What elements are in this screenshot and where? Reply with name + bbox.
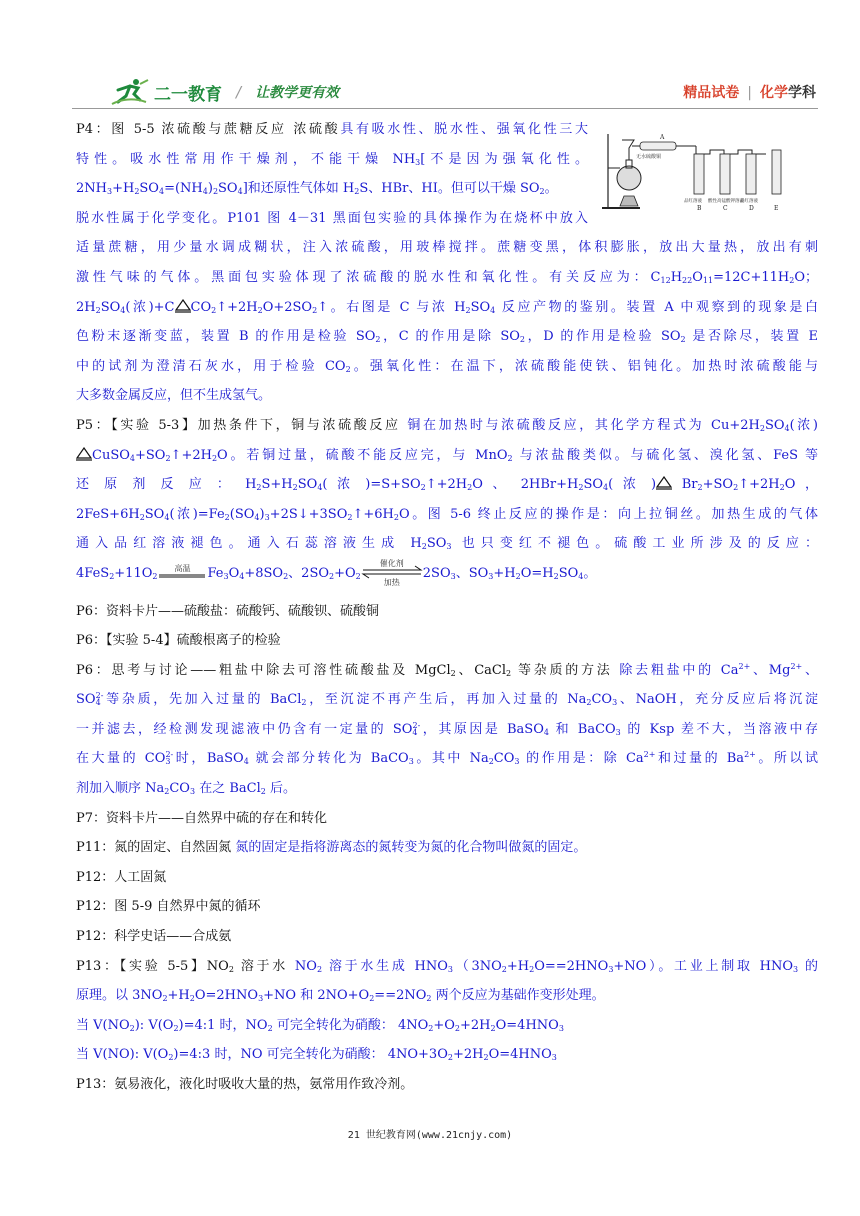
p12-artificial: P12：人工固氮 <box>76 869 167 885</box>
p5-line-2: $CuSO_4+SO_2↑+2H_2O$。若铜过量，硫酸不能反应完，与 MnO$_2$ 与浓盐酸类似。与硫化氢、溴化氢、FeS 等 <box>76 441 818 471</box>
p5-line-1: P5：【实验 5-3】加热条件下，铜与浓硫酸反应 铜在加热时与浓硫酸反应，其化学方程式为 $Cu+2H_2SO_4$(浓) <box>76 417 818 433</box>
subject-name: 化学 <box>760 85 788 101</box>
running-man-logo-icon <box>110 78 150 106</box>
p12-history: P12：科学史话——合成氨 <box>76 929 232 945</box>
p4-line-9: 中的试剂为澄清石灰水，用于检验 $CO_2$。强氧化性：在温下，浓硫酸能使铁、铝钝化。加热时浓硫酸能与 <box>76 358 818 374</box>
logo <box>110 78 339 106</box>
p12-figure: P12：图 5-9 自然界中氮的循环 <box>76 899 261 915</box>
header-rule <box>72 108 818 109</box>
document-body <box>76 115 818 1100</box>
p11-line: P11：氮的固定、自然固氮 氮的固定是指将游离态的氮转变为氮的化合物叫做氮的固定。 <box>76 840 587 856</box>
heat-triangle-icon <box>656 472 672 486</box>
p4-line-7: $2H_2SO_4$(浓)+C $CO_2↑+2H_2O+2SO_2↑$。右图是 C 与浓 $H_2SO_4$ 反应产物的鉴别。装置 A 中观察到的现象是白 <box>76 293 818 323</box>
p5-line-5: 通入品红溶液褪色。通入石蕊溶液生成 $H_2SO_3$ 也只变红不褪色。硫酸工业所涉及的反应： <box>76 536 818 552</box>
heat-triangle-icon <box>76 443 92 457</box>
p4-line-10: 大多数金属反应，但不生成氢气。 <box>76 388 272 404</box>
p4-line-1: P4：图 5-5 浓硫酸与蔗糖反应 浓硫酸具有吸水性、脱水性、强氧化性三大 <box>76 122 588 137</box>
p4-line-8: 色粉末逐渐变蓝，装置 B 的作用是检验 $SO_2$，C 的作用是除 $SO_2$，D 的作用是检验 $SO_2$ 是否除尽，装置 E <box>76 329 818 345</box>
p7-card: P7：资料卡片——自然界中硫的存在和转化 <box>76 810 328 826</box>
p13-line-3: 当 $V(NO_2)$: $V(O_2)=4:1$ 时，$NO_2$ 可完全转化为硝酸： $4NO_2+O_2+2H_2O=4HNO_3$ <box>76 1017 564 1033</box>
figure-label-b: B <box>697 205 702 212</box>
catalyst-condition: 催化剂 加热 <box>361 561 423 581</box>
subject-suffix: 学科 <box>788 85 816 101</box>
logo-separator: / <box>236 83 242 101</box>
page-header <box>0 0 860 110</box>
figure-label-d-reagent: 品红溶液 <box>740 199 758 204</box>
p6-card: P6：资料卡片——硫酸盐：硫酸钙、硫酸钡、硫酸铜 <box>76 603 380 619</box>
p6-discussion-line-2: $SO_4^{2-}$等杂质，先加入过量的 BaCl$_2$，至沉淀不再产生后，再加入过量的 $Na_2CO_3$、NaOH，充分反应后将沉淀 <box>76 691 818 708</box>
figure-label-b-reagent: 品红溶液 <box>684 199 702 204</box>
heat-triangle-icon <box>175 295 191 309</box>
p13-line-2: 原理。以 $3NO_2+H_2O=2HNO_3+NO$ 和 $2NO+O_2==2NO_2$ 两个反应为基础作变形处理。 <box>76 988 605 1004</box>
p4-line-5: 适量蔗糖，用少量水调成糊状，注入浓硫酸，用玻棒搅拌。蔗糖变黑，体积膨胀，放出大量热，放出有刺 <box>76 240 818 256</box>
p13-ammonia: P13：氨易液化，液化时吸收大量的热，氨常用作致冷剂。 <box>76 1077 414 1092</box>
p6-discussion-line-3: 一并滤去，经检测发现滤液中仍含有一定量的 $SO_4^{2-}$，其原因是 BaSO$_4$ 和 BaCO$_3$ 的 Ksp 差不大，当溶液中存 <box>76 720 818 737</box>
high-temp-condition: 高温 <box>174 563 191 573</box>
figure-label-c-reagent: 酸性高锰酸钾溶液 <box>708 199 744 204</box>
p4-line-6: 激性气味的气体。黑面包实验体现了浓硫酸的脱水性和氧化性。有关反应为：$C_{12}H_{22}O_{11}=12C+11H_2O$； <box>76 269 818 285</box>
p4-line-3: $2NH_3+H_2SO_4=(NH_4)_2SO_4$]和还原性气体如 $H_2S$、HBr、HI。但可以干燥 $SO_2$。 <box>76 181 558 197</box>
figure-label-top: 无水硫酸铜 <box>636 154 662 160</box>
p13-line-1: P13：【实验 5-5】$NO_2$ 溶于水 $NO_2$ 溶于水生成 $HNO_3(3NO_2+H_2O==2HNO_3+NO)$。工业上制取 $HNO_3$ 的 <box>76 958 819 974</box>
label-separator: | <box>747 85 752 101</box>
figure-label-a: A <box>660 134 665 141</box>
p4-line-4: 脱水性属于化学变化。P101 图 4－31 黑面包实验的具体操作为在烧杯中放入 <box>76 210 588 226</box>
p6-discussion-line-1: P6：思考与讨论——粗盐中除去可溶性硫酸盐及 MgCl$_2$、CaCl$_2$ 等杂质的方法 除去粗盐中的 $Ca^{2+}$、$Mg^{2+}$、 <box>76 661 818 678</box>
p4-line-2: 特性。吸水性常用作干燥剂，不能干燥 $NH_3$[不是因为强氧化性。 <box>76 151 588 167</box>
subject-label <box>683 82 816 102</box>
figure-label-c: C <box>723 205 728 212</box>
brand-name: 二一教育 <box>154 84 222 105</box>
page-footer: 21 世纪教育网(www.21cnjy.com) <box>347 1130 513 1141</box>
p5-line-6: $4FeS_2+11O_2$ 高温 $Fe_3O_4+8SO_2$、$2SO_2+O_2$ 催化剂 加热 $2SO_3$、$SO_3+H_2O=H_2SO_4$。 <box>76 558 597 587</box>
figure-label-d: D <box>749 205 754 212</box>
p5-line-4: $2FeS+6H_2SO_4$(浓)$=Fe_2(SO_4)_3+2S↓+3SO_2↑+6H_2O$。图 5-6 终止反应的操作是：向上拉铜丝。加热生成的气体 <box>76 506 819 522</box>
p13-line-4: 当 V(NO): $V(O_2)=4:3$ 时，NO 可完全转化为硝酸： $4NO+3O_2+2H_2O=4HNO_3$ <box>76 1047 557 1063</box>
p6-discussion-line-5: 剂加入顺序 $Na_2CO_3$ 在之 BaCl$_2$ 后。 <box>76 781 296 797</box>
figure-label-e: E <box>774 205 779 212</box>
p6-experiment: P6：【实验 5-4】硫酸根离子的检验 <box>76 633 281 649</box>
premium-label: 精品试卷 <box>683 85 740 101</box>
slogan: 让教学更有效 <box>255 85 340 101</box>
p5-line-3: 还 原 剂 反 应 ： $H_2S+H_2SO_4$( 浓 )$=S+SO_2↑+2H_2O$ 、 $2HBr+H_2SO_4$( 浓 ) $Br_2+SO_2↑+2H_2O$ ， <box>76 470 818 500</box>
p6-discussion-line-4: 在大量的 $CO_3^{2-}$时，BaSO$_4$ 就会部分转化为 BaCO$_3$。其中 $Na_2CO_3$ 的作用是：除 $Ca^{2+}$和过量的 $Ba^{2+}$。所以试 <box>76 750 818 767</box>
